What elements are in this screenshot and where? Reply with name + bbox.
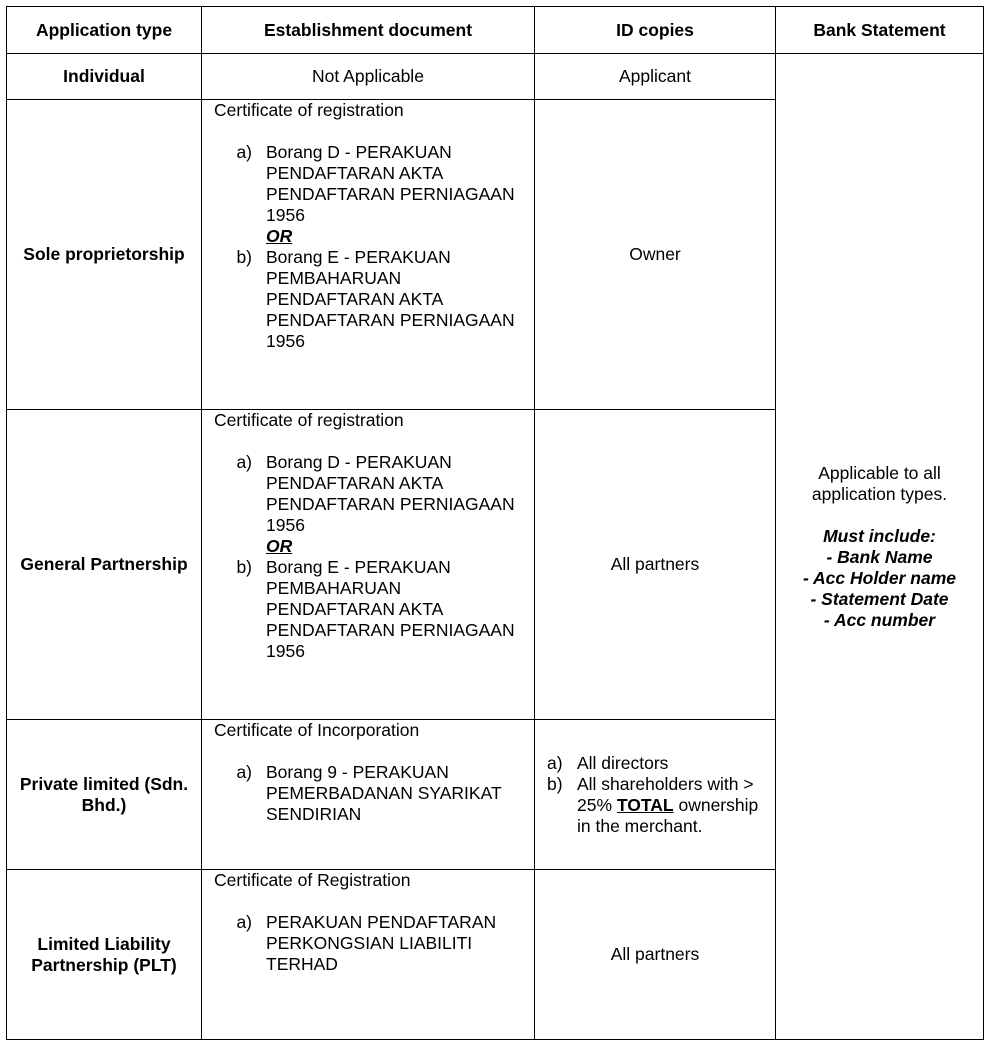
- application-type-cell: Individual: [7, 54, 202, 100]
- list-marker: b): [547, 773, 563, 794]
- document-list-item: [214, 452, 522, 536]
- list-text: Borang 9 - PERAKUAN PEMERBADANAN SYARIKAT SENDIRIAN: [266, 762, 502, 824]
- document-list-item: [214, 557, 522, 662]
- id-copies-cell: All partners: [535, 870, 776, 1040]
- bank-must-item: - Acc number: [823, 609, 936, 630]
- application-type-cell: Limited Liability Partnership (PLT): [7, 870, 202, 1040]
- application-type-cell: Private limited (Sdn. Bhd.): [7, 720, 202, 870]
- header-establishment-document: Establishment document: [202, 7, 535, 54]
- establishment-document-cell: [202, 100, 535, 410]
- application-type-cell: Sole proprietorship: [7, 100, 202, 410]
- requirements-table: [6, 6, 984, 1040]
- header-id-copies: ID copies: [535, 7, 776, 54]
- bank-must-item: - Statement Date: [810, 588, 949, 609]
- document-heading: Certificate of Incorporation: [214, 720, 420, 740]
- bank-statement-cell: [776, 54, 984, 1040]
- list-text-before: All shareholders with > 25%: [577, 773, 754, 815]
- establishment-document-cell: [202, 720, 535, 870]
- table-row: [7, 54, 984, 100]
- document-list-item: [214, 762, 522, 825]
- id-copies-cell: All partners: [535, 410, 776, 720]
- list-marker: b): [236, 557, 252, 577]
- list-marker: b): [236, 247, 252, 267]
- id-list-item: [547, 774, 763, 837]
- application-type-cell: General Partnership: [7, 410, 202, 720]
- bank-must-heading: Must include:: [823, 525, 936, 546]
- bank-must-include: [788, 526, 971, 631]
- establishment-document-cell: [202, 410, 535, 720]
- list-text: Borang D - PERAKUAN PENDAFTARAN AKTA PENDAFTARAN PERNIAGAAN 1956: [266, 142, 515, 225]
- document-heading: Certificate of registration: [214, 100, 404, 120]
- list-marker: a): [236, 142, 252, 162]
- document-list-item: [214, 142, 522, 226]
- list-text: Borang E - PERAKUAN PEMBAHARUAN PENDAFTARAN AKTA PENDAFTARAN PERNIAGAAN 1956: [266, 247, 515, 351]
- id-list-item: [547, 753, 763, 774]
- total-emphasis: TOTAL: [616, 794, 674, 815]
- list-text-after: ownership in the merchant.: [577, 794, 759, 836]
- document-list-item: [214, 912, 522, 975]
- list-marker: a): [236, 912, 252, 932]
- list-marker: a): [236, 762, 252, 782]
- document-list-item: [214, 247, 522, 352]
- header-row: [7, 7, 984, 54]
- id-copies-cell: Applicant: [535, 54, 776, 100]
- document-heading: Certificate of Registration: [214, 870, 411, 890]
- bank-must-item: - Bank Name: [826, 546, 933, 567]
- or-separator: OR: [266, 226, 293, 246]
- list-text: All directors: [577, 752, 669, 773]
- header-bank-statement: Bank Statement: [776, 7, 984, 54]
- list-text: Borang E - PERAKUAN PEMBAHARUAN PENDAFTARAN AKTA PENDAFTARAN PERNIAGAAN 1956: [266, 557, 515, 661]
- list-marker: a): [547, 752, 563, 773]
- list-marker: a): [236, 452, 252, 472]
- list-text: PERAKUAN PENDAFTARAN PERKONGSIAN LIABILITI TERHAD: [266, 912, 497, 974]
- list-text: Borang D - PERAKUAN PENDAFTARAN AKTA PENDAFTARAN PERNIAGAAN 1956: [266, 452, 515, 535]
- id-copies-cell: [535, 720, 776, 870]
- bank-statement-intro: Applicable to all application types.: [811, 462, 948, 504]
- or-separator: OR: [266, 536, 293, 556]
- id-copies-cell: Owner: [535, 100, 776, 410]
- establishment-document-cell: Not Applicable: [202, 54, 535, 100]
- bank-must-item: - Acc Holder name: [802, 567, 956, 588]
- header-application-type: Application type: [7, 7, 202, 54]
- list-text: [577, 774, 763, 837]
- establishment-document-cell: [202, 870, 535, 1040]
- document-heading: Certificate of registration: [214, 410, 404, 430]
